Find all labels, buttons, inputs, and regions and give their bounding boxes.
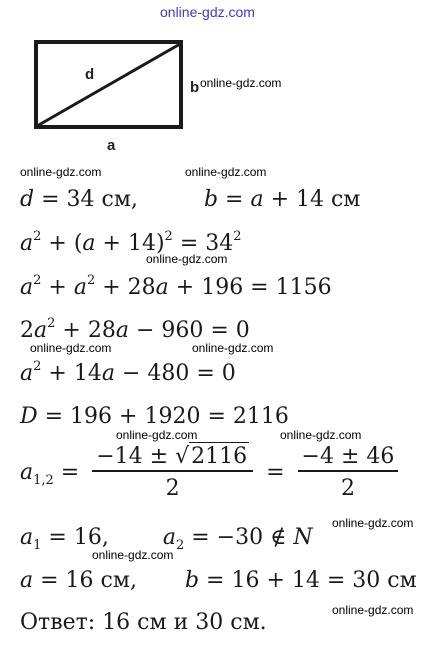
exponent: 2 xyxy=(33,229,42,244)
term: − 960 = 0 xyxy=(128,318,250,343)
subscript: 1,2 xyxy=(33,473,54,488)
side-a-label: a xyxy=(107,137,116,154)
equals-sign: = xyxy=(53,460,87,485)
roots-formula xyxy=(20,446,404,500)
answer-line: Ответ: 16 см и 30 см. xyxy=(20,610,267,635)
var-b: b xyxy=(203,187,219,212)
term: + ( xyxy=(41,231,83,256)
watermark: online-gdz.com xyxy=(192,341,274,355)
root-values xyxy=(20,525,313,553)
given-d-value: = 34 см, xyxy=(34,187,138,212)
watermark: online-gdz.com xyxy=(280,428,362,442)
term: − 480 = 0 xyxy=(114,361,236,386)
exponent: 2 xyxy=(164,229,173,244)
var-a: a xyxy=(20,361,34,386)
term: = 196 + 1920 = 2116 xyxy=(37,404,289,429)
reduced-equation xyxy=(20,359,236,386)
watermark: online-gdz.com xyxy=(92,548,174,562)
discriminant-line xyxy=(20,406,289,428)
term: + 196 = 1156 xyxy=(168,275,332,300)
fraction-2 xyxy=(298,446,399,500)
watermark: online-gdz.com xyxy=(116,428,198,442)
result-line xyxy=(20,570,417,592)
sqrt-sign: √ xyxy=(175,444,190,469)
side-b-label: b xyxy=(190,79,200,96)
watermark: online-gdz.com xyxy=(185,165,267,179)
watermark: online-gdz.com xyxy=(146,252,228,266)
radicand: 2116 xyxy=(191,444,248,469)
watermark: online-gdz.com xyxy=(30,341,112,355)
expanded-equation xyxy=(20,273,332,300)
var-d: d xyxy=(20,187,35,212)
term: + 14) xyxy=(95,231,165,256)
watermark: online-gdz.com xyxy=(160,4,255,20)
term: = 34 xyxy=(172,231,234,256)
diagonal-line xyxy=(37,44,180,126)
var-a: a xyxy=(82,231,96,256)
var-d-discriminant: D xyxy=(20,404,38,429)
exponent: 2 xyxy=(86,273,96,288)
diagonal-label: d xyxy=(85,66,95,83)
watermark: online-gdz.com xyxy=(200,76,282,90)
exponent: 2 xyxy=(47,316,56,331)
var-a: a xyxy=(115,318,129,343)
watermark: online-gdz.com xyxy=(332,516,414,530)
var-a: a xyxy=(20,568,34,593)
result-b: = 16 + 14 = 30 см xyxy=(199,568,417,593)
var-b: b xyxy=(184,568,200,593)
watermark: online-gdz.com xyxy=(332,603,414,617)
term: + 14 xyxy=(41,361,102,386)
var-a: a xyxy=(162,525,176,550)
numerator: −14 ± xyxy=(96,444,176,469)
var-a: a xyxy=(101,361,115,386)
root-1-value: = 16, xyxy=(41,525,109,550)
var-a: a xyxy=(20,231,34,256)
watermark: online-gdz.com xyxy=(20,165,102,179)
rectangle-figure xyxy=(30,38,190,136)
exponent: 2 xyxy=(33,273,42,288)
equals-sign: = xyxy=(218,187,251,212)
denominator: 2 xyxy=(340,476,355,501)
var-a: a xyxy=(20,275,34,300)
natural-set: N xyxy=(293,525,313,550)
term: + 28 xyxy=(95,275,156,300)
exponent: 2 xyxy=(233,229,242,244)
exponent: 2 xyxy=(33,359,42,374)
term: + 28 xyxy=(55,318,116,343)
given-line xyxy=(20,189,360,211)
term: + xyxy=(41,275,74,300)
var-a: a xyxy=(155,275,169,300)
coefficient: 2 xyxy=(20,318,34,343)
simplified-equation xyxy=(20,316,250,343)
var-a: a xyxy=(73,275,87,300)
subscript: 2 xyxy=(175,538,185,553)
var-a: a xyxy=(20,525,34,550)
root-2-value: = −30 ∉ xyxy=(184,525,294,550)
equals-sign: = xyxy=(259,460,292,485)
fraction-1 xyxy=(92,446,253,500)
var-a: a xyxy=(250,187,264,212)
pythagorean-equation xyxy=(20,229,242,256)
numerator: −4 ± 46 xyxy=(298,446,399,472)
subscript: 1 xyxy=(33,538,42,553)
var-a: a xyxy=(20,460,34,485)
denominator: 2 xyxy=(165,476,180,501)
var-a: a xyxy=(34,318,48,343)
result-a: = 16 см, xyxy=(33,568,137,593)
given-b-value: + 14 см xyxy=(263,187,361,212)
